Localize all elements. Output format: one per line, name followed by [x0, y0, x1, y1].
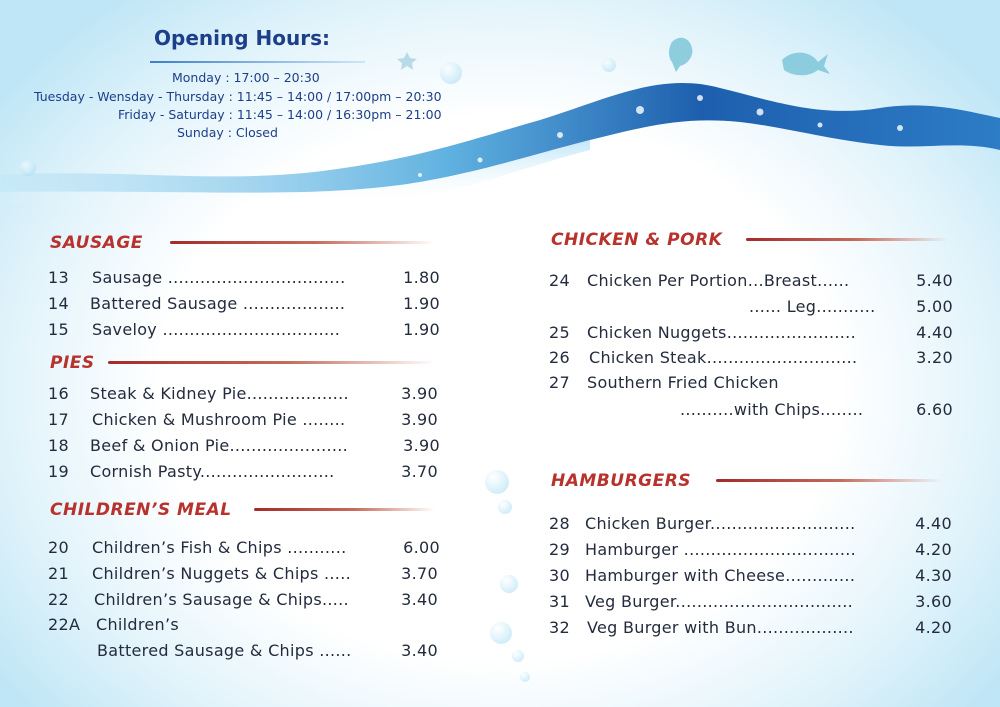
fish-icon	[669, 38, 830, 76]
item-name: Battered Sausage & Chips ......	[97, 641, 352, 660]
item-name: Veg Burger with Bun..................	[587, 618, 854, 637]
item-number: 21	[48, 564, 69, 583]
item-price: 3.20	[916, 348, 953, 367]
item-number: 18	[48, 436, 69, 455]
item-name: Cornish Pasty.........................	[90, 462, 335, 481]
item-price: 4.40	[915, 514, 952, 533]
item-name: Children’s Sausage & Chips.....	[94, 590, 349, 609]
item-price: 3.40	[401, 590, 438, 609]
item-price: 3.70	[401, 564, 438, 583]
bubble-decoration	[490, 622, 512, 644]
item-number: 20	[48, 538, 69, 557]
opening-hours-underline	[150, 61, 365, 63]
section-title-chicken-pork: CHICKEN & PORK	[551, 230, 723, 250]
section-rule	[716, 479, 942, 482]
item-price: 5.40	[916, 271, 953, 290]
item-name: Chicken Burger...........................	[585, 514, 856, 533]
item-price: 3.40	[401, 641, 438, 660]
bubble-decoration	[498, 500, 512, 514]
item-name: ...... Leg...........	[749, 297, 876, 316]
item-number: 16	[48, 384, 69, 403]
item-name: Beef & Onion Pie......................	[90, 436, 349, 455]
section-rule	[746, 238, 948, 241]
item-number: 13	[48, 268, 69, 287]
item-name: Chicken Steak............................	[589, 348, 858, 367]
item-price: 3.60	[915, 592, 952, 611]
item-name: Chicken Nuggets........................	[587, 323, 856, 342]
item-number: 26	[549, 348, 570, 367]
item-name: Saveloy .................................	[92, 320, 341, 339]
item-name: Sausage .................................	[92, 268, 346, 287]
item-price: 5.00	[916, 297, 953, 316]
item-number: 19	[48, 462, 69, 481]
item-name: Children’s Nuggets & Chips .....	[92, 564, 351, 583]
section-title-hamburgers: HAMBURGERS	[551, 471, 692, 491]
item-name: Children’s Fish & Chips ...........	[92, 538, 347, 557]
item-price: 1.90	[403, 294, 440, 313]
item-number: 22	[48, 590, 69, 609]
item-name: Children’s	[96, 615, 179, 634]
bubble-decoration	[500, 575, 518, 593]
item-price: 4.20	[915, 618, 952, 637]
item-number: 28	[549, 514, 570, 533]
item-number: 15	[48, 320, 69, 339]
bubble-decoration	[512, 650, 524, 662]
item-name: Chicken Per Portion...Breast......	[587, 271, 850, 290]
item-number: 30	[549, 566, 570, 585]
item-name: Southern Fried Chicken	[587, 373, 779, 392]
bubble-decoration	[485, 470, 509, 494]
item-price: 3.90	[401, 384, 438, 403]
item-number: 31	[549, 592, 570, 611]
item-number: 17	[48, 410, 69, 429]
item-price: 6.00	[403, 538, 440, 557]
bubble-decoration	[602, 58, 616, 72]
item-name: Steak & Kidney Pie...................	[90, 384, 349, 403]
hours-row-tue-thu: Tuesday - Wensday - Thursday : 11:45 – 14:00 / 17:00pm – 20:30	[34, 89, 442, 104]
section-rule	[254, 508, 435, 511]
item-price: 4.30	[915, 566, 952, 585]
item-price: 6.60	[916, 400, 953, 419]
item-name: ..........with Chips........	[680, 400, 864, 419]
item-name: Hamburger ................................	[585, 540, 857, 559]
hours-row-fri-sat: Friday - Saturday : 11:45 – 14:00 / 16:30pm – 21:00	[118, 107, 442, 122]
section-title-childrens-meal: CHILDREN’S MEAL	[50, 500, 232, 520]
section-rule	[108, 361, 435, 364]
item-name: Veg Burger.................................	[585, 592, 854, 611]
item-price: 3.90	[401, 410, 438, 429]
section-title-pies: PIES	[50, 353, 95, 373]
section-title-sausage: SAUSAGE	[50, 233, 143, 253]
item-number: 25	[549, 323, 570, 342]
item-number: 24	[549, 271, 570, 290]
hours-row-sunday: Sunday : Closed	[177, 125, 278, 140]
item-number: 29	[549, 540, 570, 559]
item-price: 4.20	[915, 540, 952, 559]
item-name: Chicken & Mushroom Pie ........	[92, 410, 346, 429]
item-price: 1.90	[403, 320, 440, 339]
item-number: 22A	[48, 615, 81, 634]
hours-row-monday: Monday : 17:00 – 20:30	[172, 70, 320, 85]
item-name: Hamburger with Cheese.............	[585, 566, 856, 585]
item-price: 4.40	[916, 323, 953, 342]
bubble-decoration	[520, 672, 530, 682]
item-price: 3.70	[401, 462, 438, 481]
item-number: 14	[48, 294, 69, 313]
bubble-decoration	[20, 160, 36, 176]
item-number: 27	[549, 373, 570, 392]
starfish-icon	[397, 52, 417, 70]
opening-hours-title: Opening Hours:	[154, 26, 330, 50]
item-name: Battered Sausage ...................	[90, 294, 346, 313]
item-price: 1.80	[403, 268, 440, 287]
item-price: 3.90	[403, 436, 440, 455]
item-number: 32	[549, 618, 570, 637]
section-rule	[170, 241, 435, 244]
bubble-decoration	[440, 62, 462, 84]
